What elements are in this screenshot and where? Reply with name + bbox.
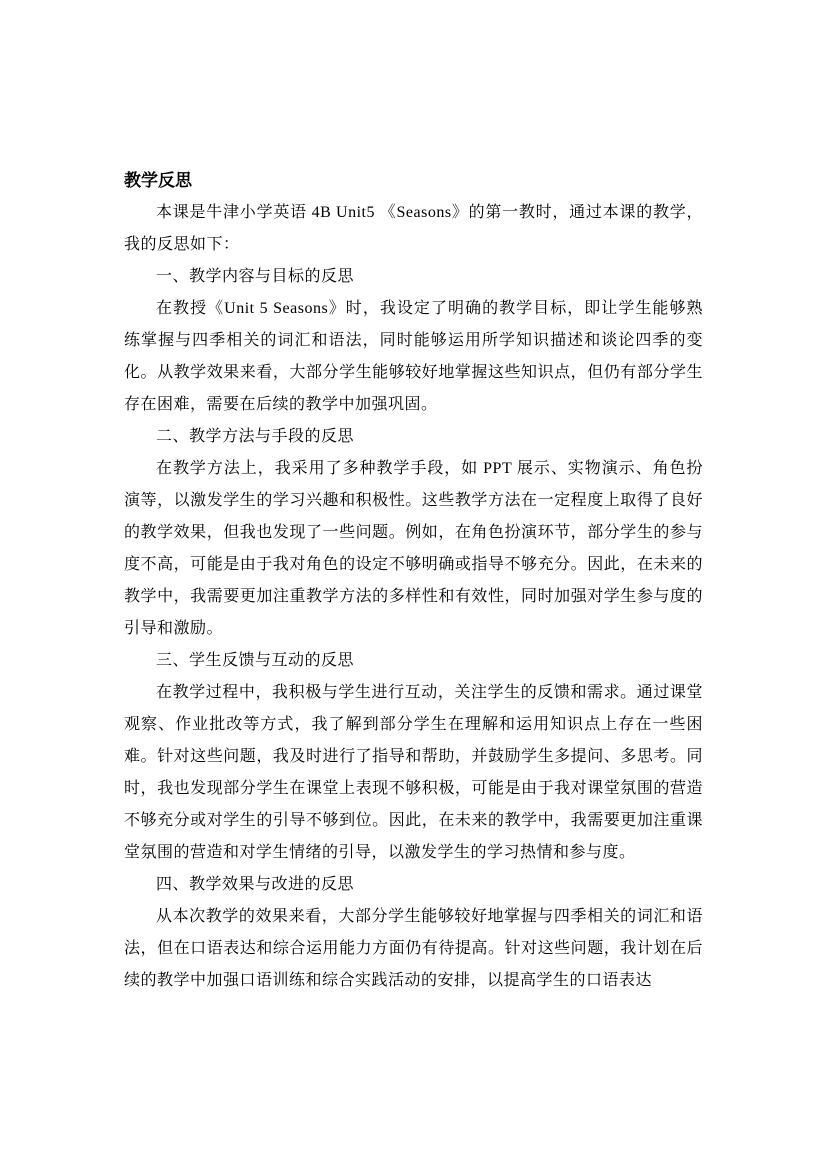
section-4-heading: 四、教学效果与改进的反思	[156, 876, 355, 893]
section-1-body: 在教授《Unit 5 Seasons》时，我设定了明确的教学目标，即让学生能够熟练掌握与四季相关的词汇和语法，同时能够运用所学知识描述和谈论四季的变化。从教学效果来看，大部分学生能够较好地掌握这些知识点，但仍有部分学生存在困难，需要在后续的教学中加强巩固。	[124, 300, 703, 413]
section-1-heading: 一、教学内容与目标的反思	[156, 268, 355, 285]
section-2-heading: 二、教学方法与手段的反思	[156, 428, 355, 445]
section-3-heading: 三、学生反馈与互动的反思	[156, 652, 355, 669]
section-4-body: 从本次教学的效果来看，大部分学生能够较好地掌握与四季相关的词汇和语法，但在口语表达和综合运用能力方面仍有待提高。针对这些问题，我计划在后续的教学中加强口语训练和综合实践活动的安排，以提高学生的口语表达	[124, 908, 703, 989]
intro-paragraph: 本课是牛津小学英语 4B Unit5 《Seasons》的第一教时，通过本课的教学，我的反思如下：	[124, 204, 703, 253]
document-title: 教学反思	[124, 171, 192, 190]
section-2-body: 在教学方法上，我采用了多种教学手段，如 PPT 展示、实物演示、角色扮演等，以激发学生的学习兴趣和积极性。这些教学方法在一定程度上取得了良好的教学效果，但我也发现了一些问题。例如，在角色扮演环节，部分学生的参与度不高，可能是由于我对角色的设定不够明确或指导不够充分。因此，在未来的教学中，我需要更加注重教学方法的多样性和有效性，同时加强对学生参与度的引导和激励。	[124, 460, 703, 637]
section-3-body: 在教学过程中，我积极与学生进行互动，关注学生的反馈和需求。通过课堂观察、作业批改等方式，我了解到部分学生在理解和运用知识点上存在一些困难。针对这些问题，我及时进行了指导和帮助，并鼓励学生多提问、多思考。同时，我也发现部分学生在课堂上表现不够积极，可能是由于我对课堂氛围的营造不够充分或对学生的引导不够到位。因此，在未来的教学中，我需要更加注重课堂氛围的营造和对学生情绪的引导，以激发学生的学习热情和参与度。	[124, 684, 703, 861]
